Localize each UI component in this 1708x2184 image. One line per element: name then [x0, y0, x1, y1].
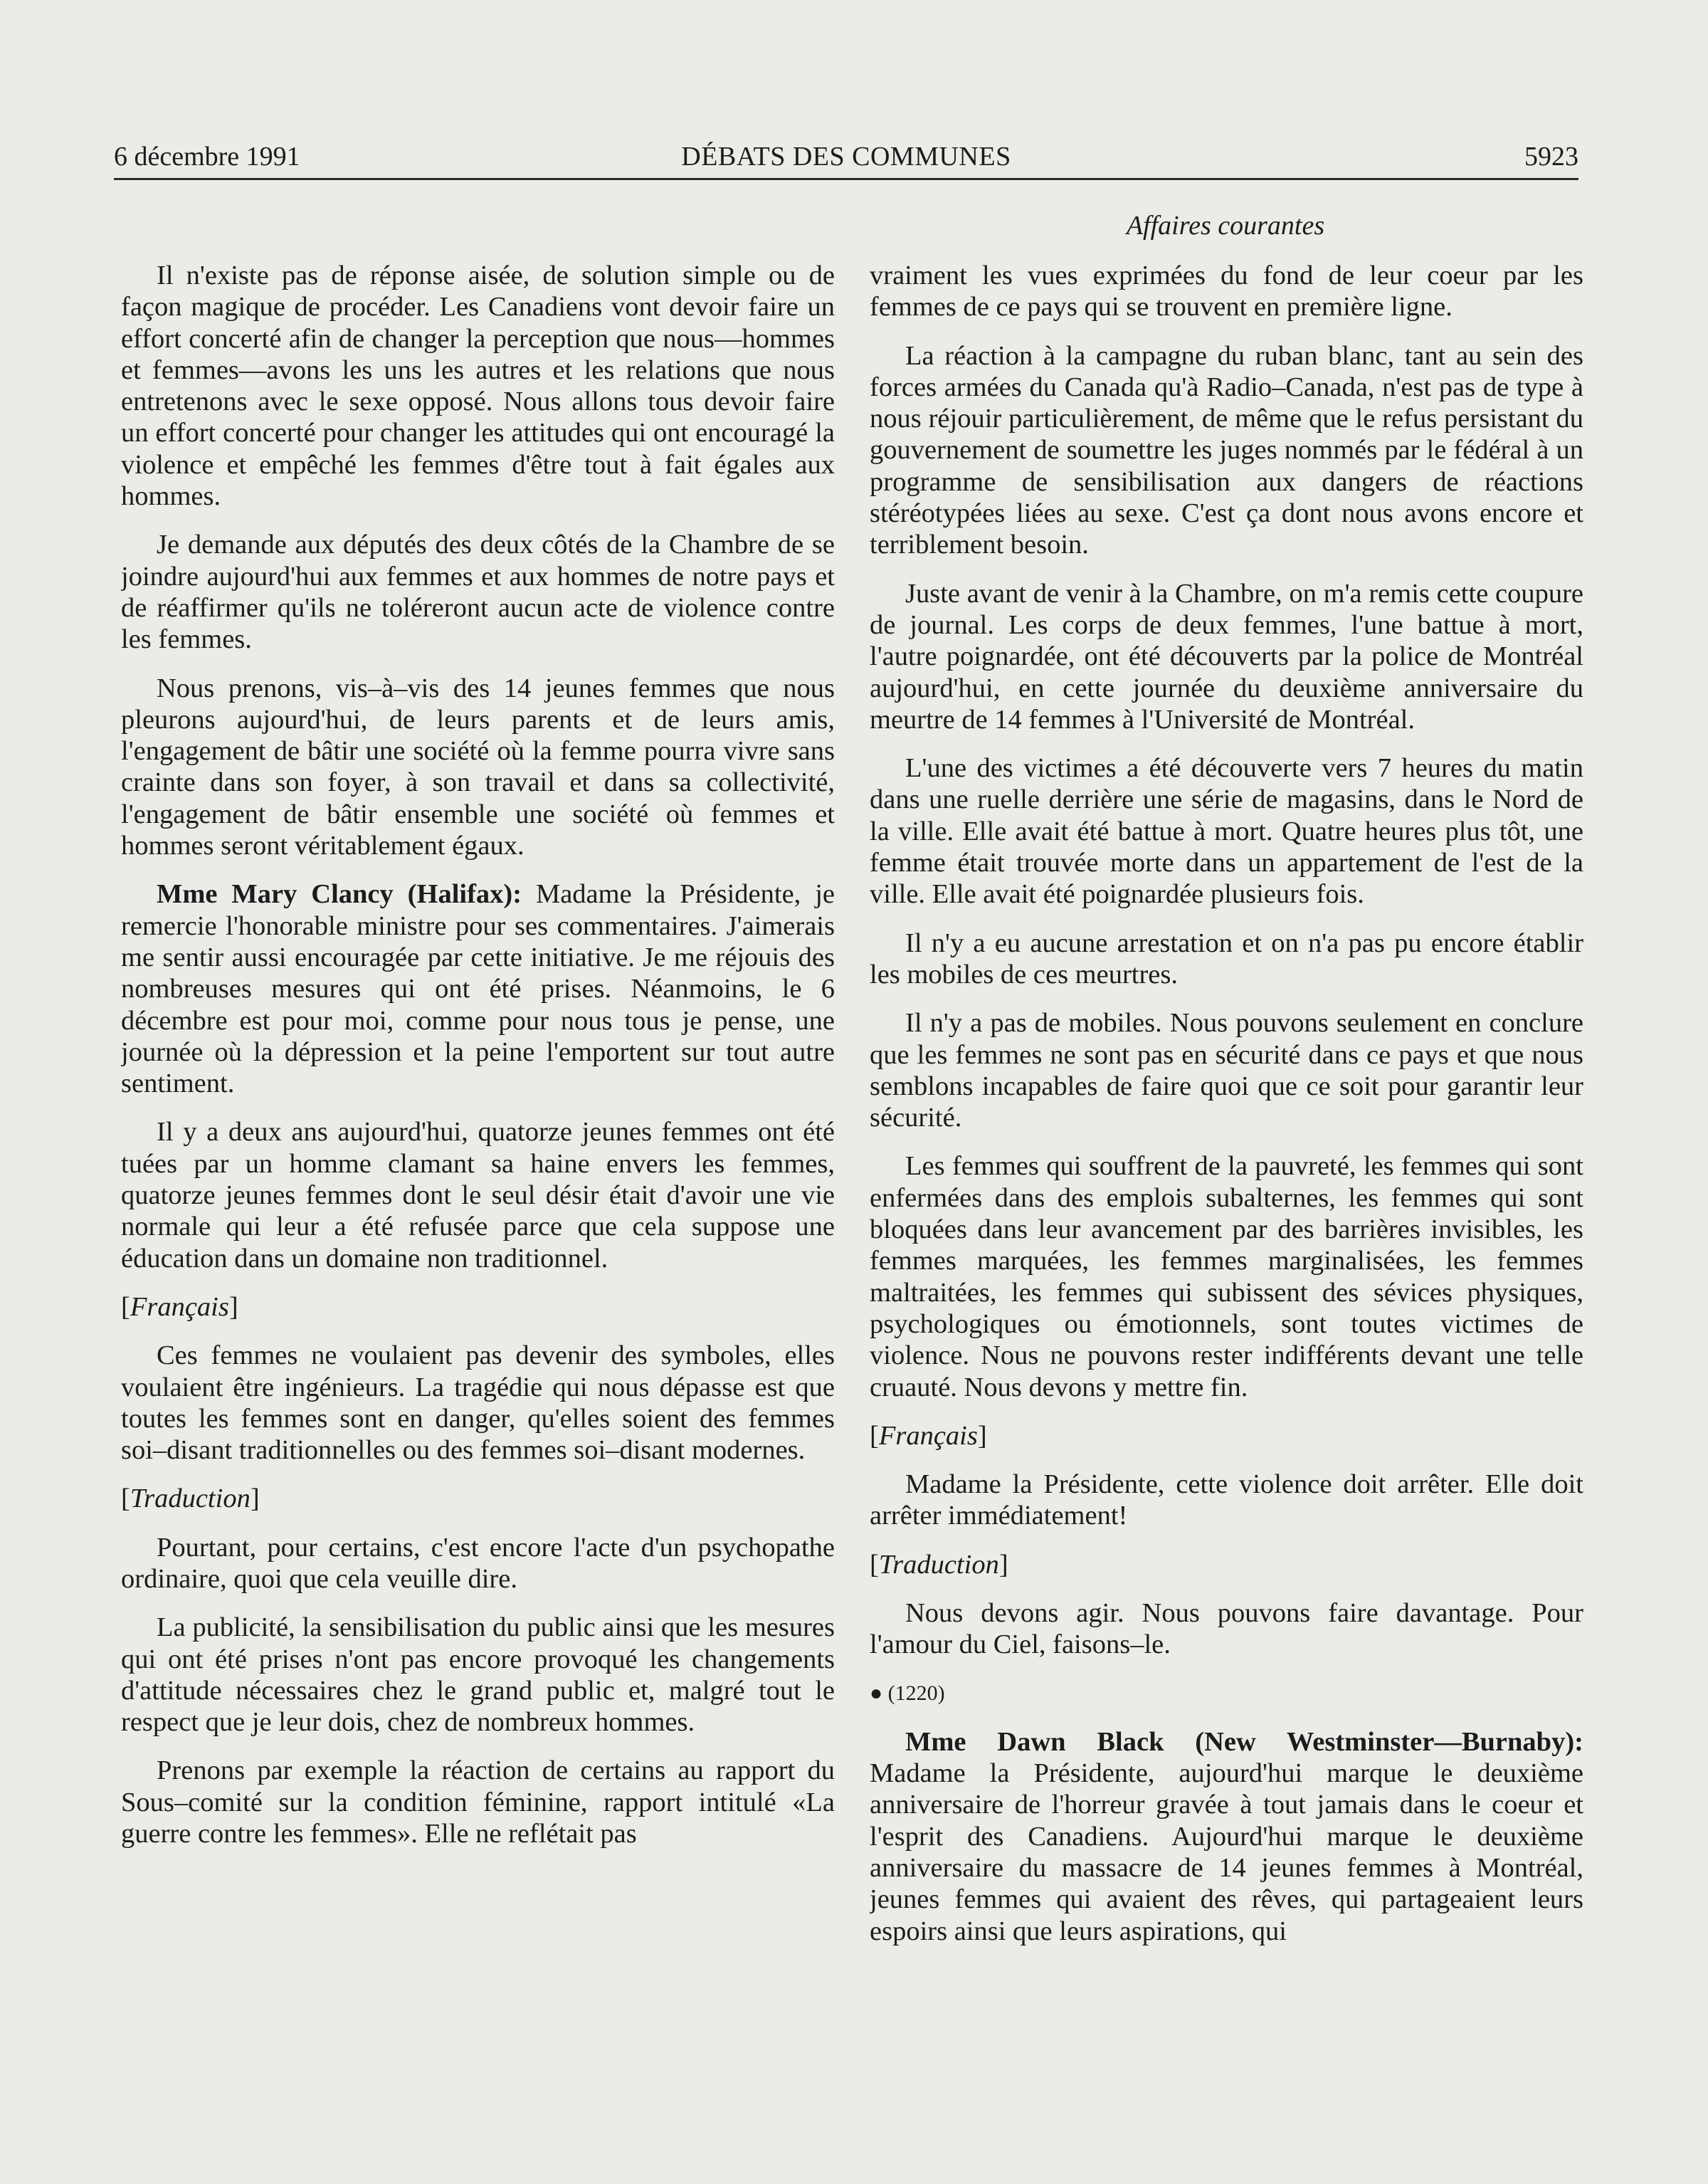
language-label: Français [878, 1420, 978, 1451]
paragraph: Pourtant, pour certains, c'est encore l'acte d'un psychopathe ordinaire, quoi que cela veuille dire. [121, 1532, 835, 1594]
paragraph: Il n'existe pas de réponse aisée, de solution simple ou de façon magique de procéder. Les Canadiens vont devoir faire un effort concerté afin de changer la perception que nous—hommes et femmes—avons les uns les autres et les relations que nous entretenons avec le sexe opposé. Nous allons tous devoir faire un effort concerté pour changer les attitudes qui ont encouragé la violence et empêché les femmes d'être tout à fait égales aux hommes. [121, 261, 835, 512]
paragraph: Je demande aux députés des deux côtés de la Chambre de se joindre aujourd'hui aux femmes et aux hommes de notre pays et de réaffirmer qu'ils ne toléreront aucun acte de violence contre les femmes. [121, 530, 835, 655]
time-stamp: (1220) [887, 1681, 945, 1705]
language-marker: [Français] [870, 1420, 987, 1451]
paragraph: Il n'y a pas de mobiles. Nous pouvons seulement en conclure que les femmes ne sont pas en sécurité dans ce pays et que nous semblons incapables de faire quoi que ce soit pour garantir leur sécurité. [870, 1008, 1583, 1133]
language-marker: [Français] [121, 1291, 238, 1322]
page-number: 5923 [1524, 142, 1578, 172]
language-label: Traduction [878, 1549, 999, 1580]
speech-paragraph [121, 878, 835, 1099]
left-column [121, 260, 835, 2153]
bullet-icon: ● [870, 1681, 888, 1705]
header-date: 6 décembre 1991 [114, 142, 300, 172]
speaker-name: Mme Dawn Black (New Westminster—Burnaby): [905, 1726, 1583, 1757]
paragraph: L'une des victimes a été découverte vers 7 heures du matin dans une ruelle derrière une série de magasins, dans le Nord de la ville. Elle avait été battue à mort. Quatre heures plus tôt, une femme était trouvée morte dans un appartement de l'est de la ville. Elle avait été poignardée plusieurs fois. [870, 753, 1583, 910]
paragraph: Nous prenons, vis–à–vis des 14 jeunes femmes que nous pleurons aujourd'hui, de leurs parents et de leurs amis, l'engagement de bâtir une société où la femme pourra vivre sans crainte dans son foyer, à son travail et dans sa collectivité, l'engagement de bâtir ensemble une société où femmes et hommes seront véritablement égaux. [121, 673, 835, 861]
paragraph: Prenons par exemple la réaction de certains au rapport du Sous–comité sur la condition féminine, rapport intitulé «La guerre contre les femmes». Elle ne reflétait pas [121, 1755, 835, 1849]
header-title: DÉBATS DES COMMUNES [681, 142, 1011, 172]
paragraph: vraiment les vues exprimées du fond de leur coeur par les femmes de ce pays qui se trouvent en première ligne. [870, 261, 1583, 322]
speaker-name: Mme Mary Clancy (Halifax): [157, 879, 522, 910]
language-label: Français [130, 1291, 229, 1322]
paragraph: La réaction à la campagne du ruban blanc, tant au sein des forces armées du Canada qu'à Radio–Canada, n'est pas de type à nous réjouir particulièrement, de même que le refus persistant du gouvernement de soumettre les juges nommés par le fédéral à un programme de sensibilisation aux dangers de réactions stéréotypées liées au sexe. C'est ça dont nous avons encore et terriblement besoin. [870, 340, 1583, 560]
paragraph: La publicité, la sensibilisation du public ainsi que les mesures qui ont été prises n'ont pas encore provoqué les changements d'attitude nécessaires chez le grand public et, malgré tout le respect que je leur dois, chez de nombreux hommes. [121, 1612, 835, 1738]
paragraph: Ces femmes ne voulaient pas devenir des symboles, elles voulaient être ingénieurs. La tragédie qui nous dépasse est que toutes les femmes sont en danger, qu'elles soient des femmes soi–disant traditionnelles ou des femmes soi–disant modernes. [121, 1340, 835, 1466]
paragraph: Il n'y a eu aucune arrestation et on n'a pas pu encore établir les mobiles de ces meurtres. [870, 928, 1583, 989]
language-marker: [Traduction] [870, 1549, 1008, 1580]
page-header [114, 135, 1578, 180]
paragraph: Juste avant de venir à la Chambre, on m'a remis cette coupure de journal. Les corps de deux femmes, l'une battue à mort, l'autre poignardée, ont été découverts par la police de Montréal aujourd'hui, en cette journée du deuxième anniversaire du meurtre de 14 femmes à l'Université de Montréal. [870, 578, 1583, 735]
paragraph: Il y a deux ans aujourd'hui, quatorze jeunes femmes ont été tuées par un homme clamant sa haine envers les femmes, quatorze jeunes femmes dont le seul désir était d'avoir une vie normale qui leur a été refusée parce que cela suppose une éducation dans un domaine non traditionnel. [121, 1117, 835, 1274]
paragraph: Nous devons agir. Nous pouvons faire davantage. Pour l'amour du Ciel, faisons–le. [870, 1597, 1583, 1660]
paragraph: Les femmes qui souffrent de la pauvreté, les femmes qui sont enfermées dans des emplois subalternes, les femmes qui sont bloquées dans leur avancement par des barrières invisibles, les femmes marquées, les femmes marginalisées, les femmes maltraitées, les femmes qui subissent des sévices physiques, psychologiques ou émotionnels, sont toutes victimes de violence. Nous ne pouvons rester indifférents devant une telle cruauté. Nous devons y mettre fin. [870, 1151, 1583, 1402]
speech-text: Madame la Présidente, aujourd'hui marque le deuxième anniversaire de l'horreur gravée à tout jamais dans le coeur et l'esprit des Canadiens. Aujourd'hui marque le deuxième anniversaire du massacre de 14 jeunes femmes à Montréal, jeunes femmes qui avaient des rêves, qui partageaient leurs espoirs ainsi que leurs aspirations, qui [870, 1758, 1583, 1946]
language-marker: [Traduction] [121, 1484, 260, 1514]
paragraph: Madame la Présidente, cette violence doit arrêter. Elle doit arrêter immédiatement! [870, 1469, 1583, 1531]
section-heading: Affaires courantes [1126, 211, 1325, 241]
time-marker [870, 1678, 1583, 1709]
speech-text: Madame la Présidente, je remercie l'honorable ministre pour ses commentaires. J'aimerais me sentir aussi encouragée par cette initiative. Je me réjouis des nombreuses mesures qui ont été prises. Néanmoins, le 6 décembre est pour moi, comme pour nous tous je pense, une journée où la dépression et la peine l'emportent sur tout autre sentiment. [121, 879, 835, 1099]
right-column [870, 260, 1583, 2153]
speech-paragraph [870, 1726, 1583, 1947]
language-label: Traduction [130, 1484, 251, 1514]
